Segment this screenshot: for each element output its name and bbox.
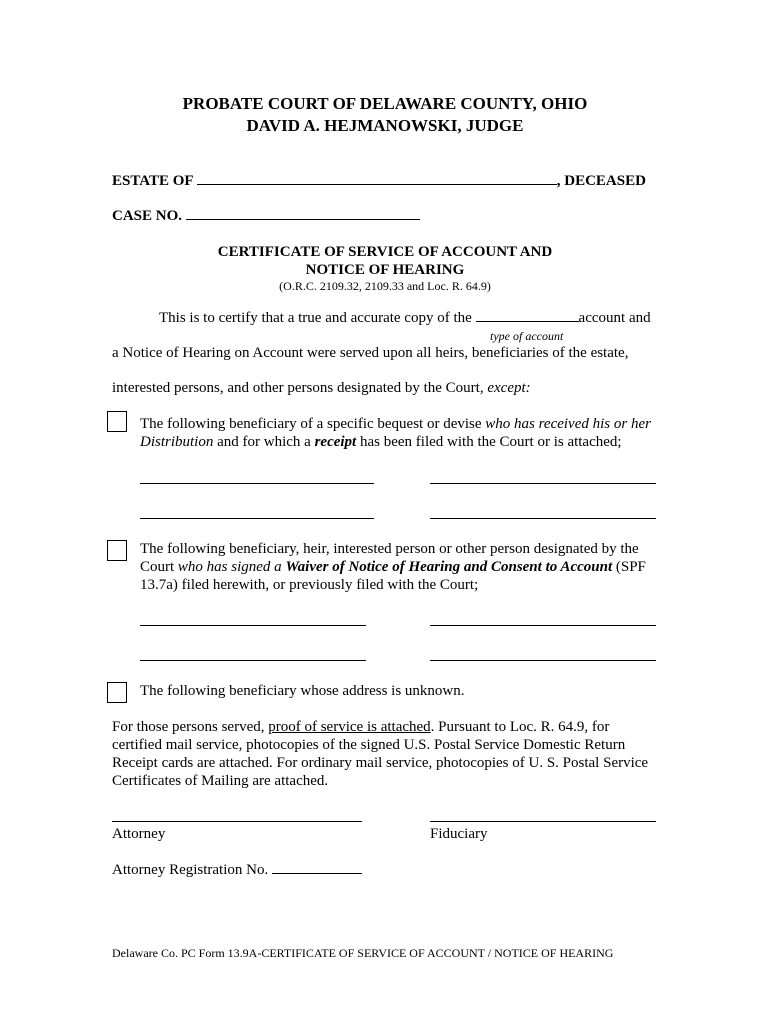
court-name: PROBATE COURT OF DELAWARE COUNTY, OHIO <box>182 94 588 113</box>
case-number-field[interactable] <box>186 207 420 220</box>
registration-number-field[interactable] <box>272 861 362 874</box>
registration-row <box>112 861 362 879</box>
service-paragraph: For those persons served, proof of service is attached. Pursuant to Loc. R. 64.9, for certified mail service, photocopies of the signed U.S. Postal Service Domestic Return Receipt cards are attached. For ordinary mail service, photocopies of U. S. Postal Service Certificates of Mailing are attached. <box>112 719 649 789</box>
certify-line3: interested persons, and other persons designated by the Court, except: <box>112 380 531 396</box>
beneficiary-name-line[interactable] <box>430 660 656 661</box>
judge-name: DAVID A. HEJMANOWSKI, JUDGE <box>246 116 524 135</box>
attorney-signature-line[interactable] <box>112 821 362 822</box>
statute-citation: (O.R.C. 2109.32, 2109.33 and Loc. R. 64.9) <box>279 279 491 293</box>
beneficiary-name-line[interactable] <box>430 518 656 519</box>
form-footer: Delaware Co. PC Form 13.9A-CERTIFICATE OF SERVICE OF ACCOUNT / NOTICE OF HEARING <box>112 946 614 960</box>
option3-text: The following beneficiary whose address is unknown. <box>140 683 465 699</box>
fiduciary-label: Fiduciary <box>430 826 488 842</box>
beneficiary-name-line[interactable] <box>140 518 374 519</box>
option1-text: The following beneficiary of a specific bequest or devise who has received his or her Distribution and for which a receipt has been filed with the Court or is attached; <box>140 416 651 450</box>
checkbox-waiver-signed[interactable] <box>107 540 127 561</box>
fiduciary-signature-line[interactable] <box>430 821 656 822</box>
checkbox-receipt-filed[interactable] <box>107 411 127 432</box>
document-title-line2: NOTICE OF HEARING <box>305 262 465 278</box>
certify-line1: This is to certify that a true and accurate copy of the account and <box>159 310 651 326</box>
account-type-field[interactable] <box>476 309 579 322</box>
attorney-label: Attorney <box>112 826 166 842</box>
beneficiary-name-line[interactable] <box>430 483 656 484</box>
checkbox-address-unknown[interactable] <box>107 682 127 703</box>
beneficiary-name-line[interactable] <box>430 625 656 626</box>
deceased-label: , DECEASED <box>556 173 646 189</box>
certify-line2: a Notice of Hearing on Account were served upon all heirs, beneficiaries of the estate, <box>112 345 629 361</box>
beneficiary-name-line[interactable] <box>140 625 366 626</box>
case-label: CASE NO. <box>112 208 183 224</box>
beneficiary-name-line[interactable] <box>140 660 366 661</box>
account-type-hint: type of account <box>490 329 564 343</box>
estate-name-field[interactable] <box>197 172 557 185</box>
estate-row <box>112 172 646 190</box>
beneficiary-name-line[interactable] <box>140 483 374 484</box>
document-title-line1: CERTIFICATE OF SERVICE OF ACCOUNT AND <box>217 244 553 260</box>
option2-text: The following beneficiary, heir, interested person or other person designated by the Court who has signed a Waiver of Notice of Hearing and Consent to Account (SPF 13.7a) filed herewith, or previously filed with the Court; <box>140 541 646 593</box>
registration-label: Attorney Registration No. <box>112 862 269 878</box>
estate-label: ESTATE OF <box>112 173 193 189</box>
case-row <box>112 207 420 225</box>
